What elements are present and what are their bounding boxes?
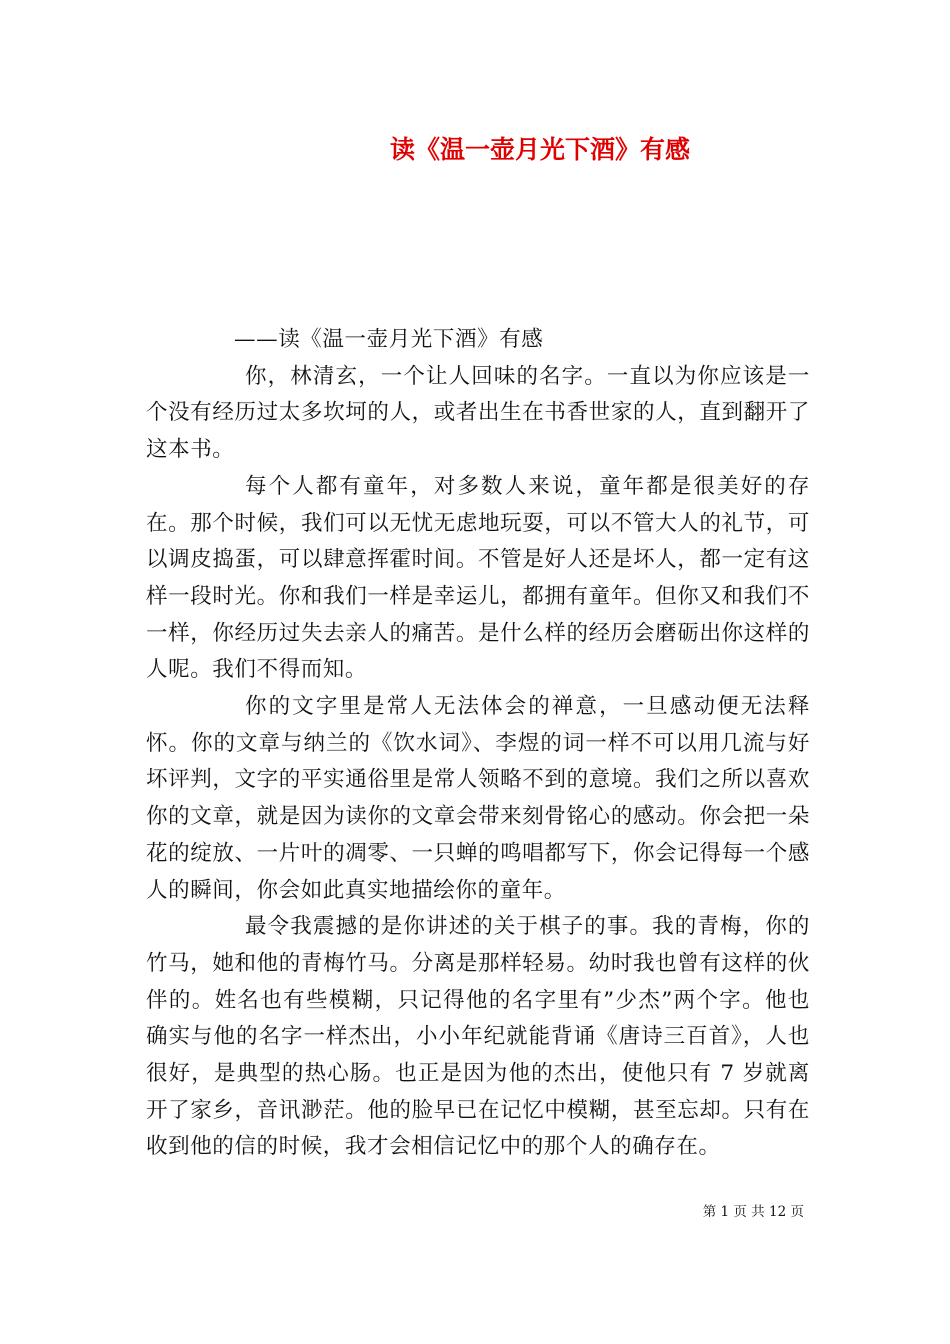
- paragraph: 你，林清玄，一个让人回味的名字。一直以为你应该是一个没有经历过太多坎坷的人，或者出生在书香世家的人，直到翻开了这本书。: [146, 363, 810, 463]
- document-subtitle: ——读《温一壶月光下酒》有感: [234, 327, 544, 352]
- paragraph: 每个人都有童年，对多数人来说，童年都是很美好的存在。那个时候，我们可以无忧无虑地玩耍，可以不管大人的礼节，可以调皮捣蛋，可以肆意挥霍时间。不管是好人还是坏人，都一定有这样一段时光。你和我们一样是幸运儿，都拥有童年。但你又和我们不一样，你经历过失去亲人的痛苦。是什么样的经历会磨砺出你这样的人呢。我们不得而知。: [146, 473, 810, 683]
- paragraph: 最令我震撼的是你讲述的关于棋子的事。我的青梅，你的竹马，她和他的青梅竹马。分离是那样轻易。幼时我也曾有这样的伙伴的。姓名也有些模糊，只记得他的名字里有”少杰”两个字。他也确实与他的名字一样杰出，小小年纪就能背诵《唐诗三百首》，人也很好，是典型的热心肠。也正是因为他的杰出，使他只有 7 岁就离开了家乡，音讯渺茫。他的脸早已在记忆中模糊，甚至忘却。只有在收到他的信的时候，我才会相信记忆中的那个人的确存在。: [146, 914, 810, 1160]
- document-body: [146, 322, 810, 1166]
- document-title: 读《温一壶月光下酒》有感: [389, 135, 690, 164]
- page-number-footer: 第 1 页 共 12 页: [702, 1204, 804, 1220]
- paragraph: 你的文字里是常人无法体会的禅意，一旦感动便无法释怀。你的文章与纳兰的《饮水词》、李煜的词一样不可以用几流与好坏评判，文字的平实通俗里是常人领略不到的意境。我们之所以喜欢你的文章，就是因为读你的文章会带来刻骨铭心的感动。你会把一朵花的绽放、一片叶的凋零、一只蝉的鸣唱都写下，你会记得每一个感人的瞬间，你会如此真实地描绘你的童年。: [146, 694, 810, 903]
